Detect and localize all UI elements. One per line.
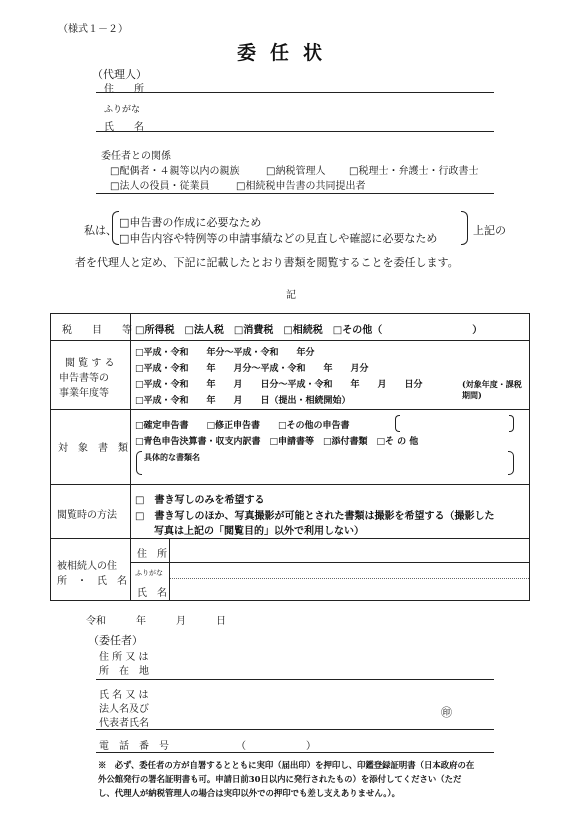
agent-name-label: 氏 名 [104, 122, 144, 133]
year-line-4: □平成・令和 年 月 日（提出・相続開始） [135, 396, 351, 406]
delegator-name-1: 氏 名 又 は [99, 690, 149, 701]
agent-address-label: 住 所 [104, 84, 144, 95]
delegator-address-line[interactable] [96, 679, 494, 680]
brace-right [461, 211, 468, 245]
doc-other-brace-left [395, 415, 400, 432]
heir-row [51, 538, 529, 600]
heir-furigana-label: ふりがな [135, 569, 163, 577]
phone-line[interactable] [96, 752, 494, 753]
delegator-heading: （委任者） [88, 634, 143, 647]
heir-name-label: 氏 名 [137, 588, 167, 599]
relation-co-filer[interactable]: □相続税申告書の共同提出者 [236, 181, 366, 192]
relation-tax-manager[interactable]: □納税管理人 [266, 166, 326, 177]
note-line-2: 外公館発行の署名証明書も可。申請日前30日以内に発行されたもの）を添付してください（ただ [98, 774, 462, 784]
note-line-1: ※ 必ず、委任者の方が自署するとともに実印（届出印）を押印し、印鑑登録証明書（日本政府の在 [98, 760, 475, 770]
agent-address-line[interactable] [96, 92, 494, 93]
doc-specific-brace-left [136, 451, 142, 475]
relation-family[interactable]: □配偶者・４親等以内の親族 [110, 166, 240, 177]
note-line-3: し、代理人が納税管理人の場合は実印以外での押印でも差し支えありません。）。 [98, 788, 400, 798]
delegator-name-3: 代表者氏名 [99, 718, 149, 729]
year-label-1: 閲 覧 す る [65, 358, 115, 369]
heir-address-label: 住 所 [137, 549, 167, 560]
relation-officer[interactable]: □法人の役員・従業員 [110, 181, 210, 192]
doc-line-1[interactable]: □確定申告書 □修正申告書 □その他の申告書 [135, 421, 350, 431]
brace-left [112, 211, 119, 245]
ki-label: 記 [286, 290, 296, 301]
year-line-2[interactable]: □平成・令和 年 月分～平成・令和 年 月分 [135, 364, 369, 374]
delegator-name-2: 法人名及び [99, 704, 149, 715]
agent-furigana-label: ふりがな [104, 105, 141, 115]
purpose-option-2[interactable]: □申告内容や特例等の申請事績などの見直しや確認に必要なため [119, 232, 438, 245]
statement-suffix: 上記の [473, 224, 506, 237]
method-option-1[interactable]: □ 書き写しのみを希望する [135, 495, 265, 506]
heir-address-line [130, 562, 529, 563]
phone-label: 電 話 番 号 [99, 741, 169, 752]
doc-label: 対 象 書 類 [58, 443, 128, 454]
doc-specific-label: 具体的な書類名 [144, 452, 200, 462]
heir-label-2: 所 ・ 氏 名 [57, 576, 127, 587]
relation-professional[interactable]: □税理士・弁護士・行政書士 [349, 166, 479, 177]
doc-other-brace-right [509, 415, 514, 432]
statement-prefix: 私は、 [84, 224, 117, 237]
agent-heading: （代理人） [92, 68, 147, 81]
relation-line [96, 193, 494, 194]
method-option-2[interactable]: □ 書き写しのほか、写真撮影が可能とされた書類は撮影を希望する（撮影した [135, 511, 495, 522]
heir-label-1: 被相続人の住 [57, 561, 117, 572]
method-option-2-cont: 写真は上記の「閲覧目的」以外で利用しない） [154, 526, 364, 537]
agent-name-line[interactable] [96, 131, 494, 132]
relation-label: 委任者との関係 [101, 151, 171, 162]
delegator-address-1: 住 所 又 は [99, 652, 149, 663]
year-note: (対象年度・課税期間) [462, 379, 522, 400]
details-table [50, 313, 530, 601]
phone-parens: （ ） [236, 741, 316, 752]
delegator-name-line[interactable] [96, 729, 494, 730]
seal-mark: ㊞ [441, 706, 452, 719]
year-label-3: 事業年度等 [59, 388, 109, 399]
form-id: （様式１－２） [58, 24, 128, 35]
tax-label: 税 目 等 [62, 325, 132, 336]
method-label: 閲覧時の方法 [57, 510, 117, 521]
doc-line-2[interactable]: □青色申告決算書・収支内訳書 □申請書等 □添付書類 □そ の 他 [135, 437, 419, 447]
heir-subcolumn-divider [169, 538, 170, 600]
statement-line-2: 者を代理人と定め、下記に記載したとおり書類を閲覧することを委任します。 [75, 256, 459, 269]
delegator-address-2: 所 在 地 [99, 666, 149, 677]
doc-specific-brace-right [508, 451, 514, 475]
tax-options[interactable]: □所得税 □法人税 □消費税 □相続税 □その他（ ） [135, 325, 483, 336]
year-label-2: 申告書等の [59, 373, 109, 384]
purpose-option-1[interactable]: □申告書の作成に必要なため [119, 216, 262, 229]
heir-furigana-line[interactable] [170, 578, 529, 579]
year-line-1[interactable]: □平成・令和 年分～平成・令和 年分 [135, 348, 315, 358]
year-line-3[interactable]: □平成・令和 年 月 日分～平成・令和 年 月 日分 [135, 380, 423, 390]
document-title: 委任状 [237, 42, 337, 64]
date-line[interactable]: 令和 年 月 日 [86, 616, 226, 627]
